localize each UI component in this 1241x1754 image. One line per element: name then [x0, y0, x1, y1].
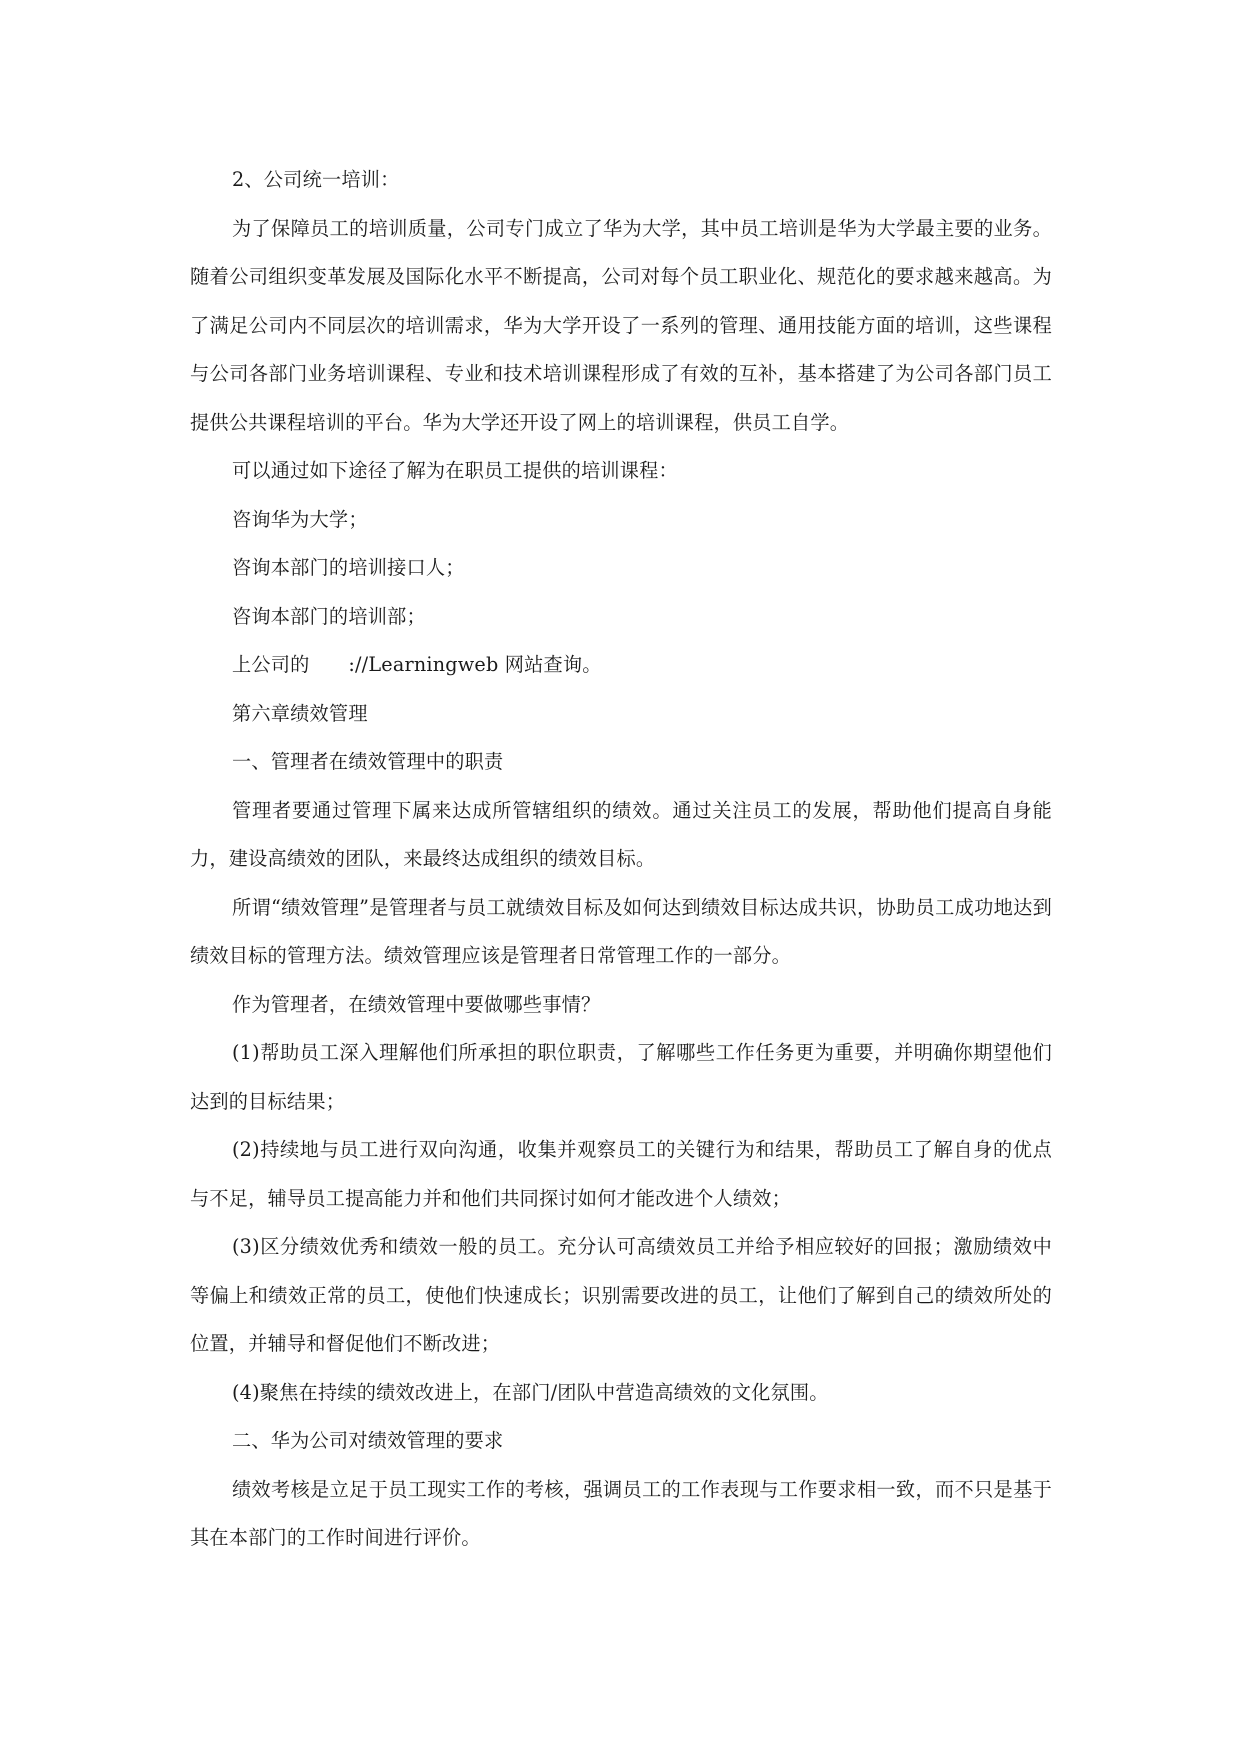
list-item-3: (3)区分绩效优秀和绩效一般的员工。充分认可高绩效员工并给予相应较好的回报；激励绩效中等偏上和绩效正常的员工，使他们快速成长；识别需要改进的员工，让他们了解到自己的绩效所处的位置，并辅导和督促他们不断改进；	[190, 1235, 1052, 1355]
list-item-4: (4)聚焦在持续的绩效改进上，在部门/团队中营造高绩效的文化氛围。	[232, 1380, 829, 1404]
paragraph-manager-goal: 管理者要通过管理下属来达成所管辖组织的绩效。通过关注员工的发展，帮助他们提高自身能力，建设高绩效的团队，来最终达成组织的绩效目标。	[190, 798, 1052, 870]
document-body	[190, 156, 1052, 1563]
section-heading-requirements: 二、华为公司对绩效管理的要求	[232, 1429, 504, 1452]
paragraph-manager-question: 作为管理者，在绩效管理中要做哪些事情？	[232, 992, 601, 1016]
list-item-consult-training-dept: 咨询本部门的培训部；	[232, 604, 426, 628]
paragraph-performance-definition: 所谓“绩效管理”是管理者与员工就绩效目标及如何达到绩效目标达成共识，协助员工成功地达到绩效目标的管理方法。绩效管理应该是管理者日常管理工作的一部分。	[190, 895, 1052, 967]
list-item-1: (1)帮助员工深入理解他们所承担的职位职责，了解哪些工作任务更为重要，并明确你期望他们达到的目标结果；	[190, 1041, 1052, 1113]
paragraph-evaluation: 绩效考核是立足于员工现实工作的考核，强调员工的工作表现与工作要求相一致，而不只是基于其在本部门的工作时间进行评价。	[190, 1477, 1052, 1549]
list-item-2: (2)持续地与员工进行双向沟通，收集并观察员工的关键行为和结果，帮助员工了解自身的优点与不足，辅导员工提高能力并和他们共同探讨如何才能改进个人绩效；	[190, 1138, 1052, 1210]
paragraph-heading-company-training: 2、公司统一培训：	[232, 168, 400, 191]
list-item-consult-contact: 咨询本部门的培训接口人；	[232, 556, 465, 579]
chapter-heading: 第六章绩效管理	[232, 701, 368, 725]
paragraph-huawei-university: 为了保障员工的培训质量，公司专门成立了华为大学，其中员工培训是华为大学最主要的业务。随着公司组织变革发展及国际化水平不断提高，公司对每个员工职业化、规范化的要求越来越高。为了满足公司内不同层次的培训需求，华为大学开设了一系列的管理、通用技能方面的培训，这些课程与公司各部门业务培训课程、专业和技术培训课程形成了有效的互补，基本搭建了为公司各部门员工提供公共课程培训的平台。华为大学还开设了网上的培训课程，供员工自学。	[190, 216, 1052, 434]
list-item-learningweb: 上公司的 ://Learningweb 网站查询。	[232, 653, 602, 676]
list-item-consult-university: 咨询华为大学；	[232, 507, 368, 531]
paragraph-training-channels: 可以通过如下途径了解为在职员工提供的培训课程：	[232, 459, 678, 482]
section-heading-manager-duties: 一、管理者在绩效管理中的职责	[232, 750, 504, 773]
